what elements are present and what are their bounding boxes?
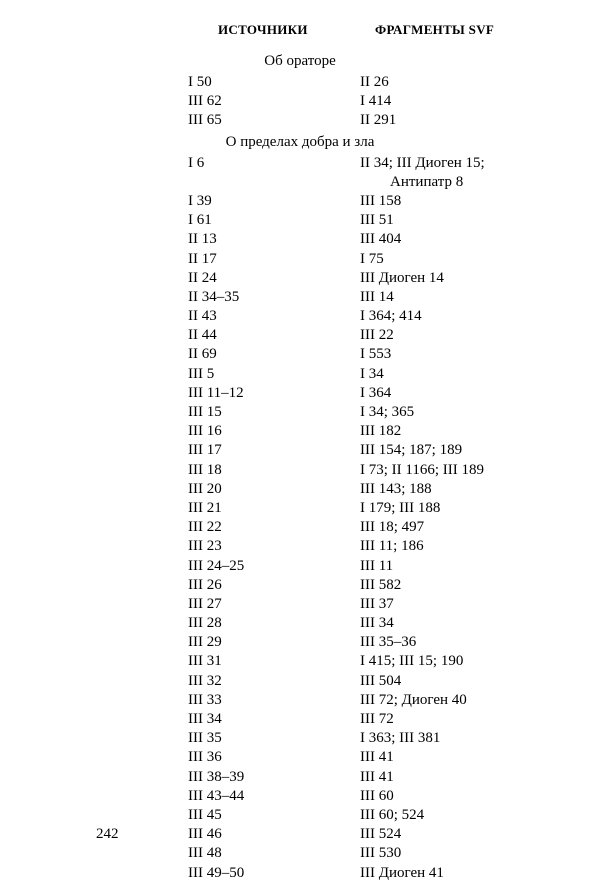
table-row bbox=[0, 652, 600, 671]
fragment-ref: III 72 bbox=[360, 711, 394, 727]
fragment-ref: I 414 bbox=[360, 93, 392, 110]
table-row bbox=[0, 825, 600, 844]
table-row bbox=[0, 326, 600, 345]
fragment-ref: III 34 bbox=[360, 615, 394, 632]
fragment-ref: III 582 bbox=[360, 576, 402, 593]
table-row bbox=[0, 595, 600, 614]
fragment-ref: I 553 bbox=[360, 346, 392, 363]
fragment-ref: I 179; III 188 bbox=[360, 499, 441, 516]
table-row bbox=[0, 403, 600, 422]
table-row bbox=[0, 211, 600, 230]
fragment-ref: III 37 bbox=[360, 595, 394, 612]
source-ref: III 18 bbox=[188, 461, 222, 478]
table-row bbox=[0, 111, 600, 130]
fragment-ref: III 143; 188 bbox=[360, 480, 432, 497]
source-ref: III 49–50 bbox=[188, 864, 245, 881]
fragment-ref: I 364 bbox=[360, 384, 392, 401]
table-row bbox=[0, 844, 600, 863]
source-ref: I 6 bbox=[188, 154, 205, 171]
fragment-ref: I 34; 365 bbox=[360, 404, 415, 420]
source-ref: I 61 bbox=[188, 212, 212, 229]
fragment-ref: III 182 bbox=[360, 423, 402, 440]
table-row bbox=[0, 614, 600, 633]
source-ref: III 32 bbox=[188, 672, 222, 689]
source-ref: II 17 bbox=[188, 250, 217, 267]
fragment-ref: III Диоген 14 bbox=[360, 269, 444, 286]
header-column-sources: ИСТОЧНИКИ bbox=[218, 22, 308, 37]
fragment-ref: III 11; 186 bbox=[360, 538, 424, 555]
table-row bbox=[0, 806, 600, 825]
source-ref: III 22 bbox=[188, 519, 222, 536]
fragment-ref: I 363; III 381 bbox=[360, 730, 441, 747]
table-row bbox=[0, 92, 600, 111]
table-row bbox=[0, 748, 600, 767]
source-ref: II 43 bbox=[188, 308, 217, 325]
table-row bbox=[0, 269, 600, 288]
fragment-ref: III 158 bbox=[360, 192, 402, 209]
section-heading bbox=[0, 52, 600, 70]
table-row bbox=[0, 154, 600, 173]
source-ref: III 43–44 bbox=[188, 787, 245, 804]
fragment-ref: II 291 bbox=[360, 112, 397, 129]
table-row bbox=[0, 250, 600, 269]
fragment-ref: III 72; Диоген 40 bbox=[360, 691, 467, 708]
source-ref: III 48 bbox=[188, 845, 222, 862]
table-row bbox=[0, 672, 600, 691]
section-title-text: Об ораторе bbox=[264, 53, 336, 69]
source-ref: II 24 bbox=[188, 269, 217, 286]
fragment-ref-continuation: Антипатр 8 bbox=[390, 173, 464, 190]
fragment-ref: III Диоген 41 bbox=[360, 864, 444, 881]
table-row bbox=[0, 345, 600, 364]
table-row bbox=[0, 729, 600, 748]
section-heading bbox=[0, 133, 600, 151]
source-ref: III 23 bbox=[188, 538, 222, 555]
fragment-ref: I 415; III 15; 190 bbox=[360, 653, 464, 670]
source-ref: III 15 bbox=[188, 404, 222, 420]
fragment-ref: III 154; 187; 189 bbox=[360, 442, 463, 459]
fragment-ref: III 60; 524 bbox=[360, 806, 425, 823]
source-ref: III 62 bbox=[188, 93, 222, 110]
fragment-ref: II 34; III Диоген 15; bbox=[360, 154, 485, 171]
fragment-ref: III 18; 497 bbox=[360, 519, 425, 536]
source-ref: I 50 bbox=[188, 74, 212, 90]
source-ref: III 20 bbox=[188, 480, 222, 497]
source-ref: II 13 bbox=[188, 231, 217, 248]
source-ref: III 28 bbox=[188, 615, 222, 632]
source-ref: III 27 bbox=[188, 595, 222, 612]
fragment-ref: I 34 bbox=[360, 365, 384, 382]
section-title-text: О пределах добра и зла bbox=[225, 133, 375, 150]
fragment-ref: I 364; 414 bbox=[360, 308, 422, 325]
fragment-ref: I 75 bbox=[360, 250, 384, 267]
source-ref: III 65 bbox=[188, 112, 222, 129]
fragment-ref: III 404 bbox=[360, 231, 402, 248]
source-ref: III 24–25 bbox=[188, 557, 245, 574]
fragment-ref: III 504 bbox=[360, 672, 402, 689]
source-ref: III 38–39 bbox=[188, 768, 245, 785]
fragment-ref: III 60 bbox=[360, 787, 394, 804]
table-row bbox=[0, 288, 600, 307]
table-row bbox=[0, 307, 600, 326]
source-ref: III 34 bbox=[188, 711, 222, 727]
source-ref: III 21 bbox=[188, 499, 222, 516]
table-row-continuation bbox=[0, 173, 600, 192]
source-ref: III 35 bbox=[188, 730, 222, 747]
fragment-ref: III 11 bbox=[360, 557, 394, 574]
table-row bbox=[0, 365, 600, 384]
source-ref: III 31 bbox=[188, 653, 222, 670]
table-row bbox=[0, 441, 600, 460]
table-row bbox=[0, 499, 600, 518]
table-row bbox=[0, 787, 600, 806]
fragment-ref: III 41 bbox=[360, 768, 394, 785]
source-ref: III 17 bbox=[188, 442, 222, 459]
source-ref: III 46 bbox=[188, 826, 222, 843]
source-ref: III 29 bbox=[188, 634, 222, 651]
table-row bbox=[0, 384, 600, 403]
table-row bbox=[0, 480, 600, 499]
fragment-ref: III 51 bbox=[360, 212, 394, 229]
source-ref: I 39 bbox=[188, 192, 212, 209]
fragment-ref: III 530 bbox=[360, 845, 402, 862]
table-row bbox=[0, 192, 600, 211]
source-ref: III 33 bbox=[188, 691, 222, 708]
table-row bbox=[0, 633, 600, 652]
fragment-ref: I 73; II 1166; III 189 bbox=[360, 461, 484, 478]
table-row bbox=[0, 768, 600, 787]
source-ref: III 5 bbox=[188, 365, 215, 382]
source-ref: III 11–12 bbox=[188, 384, 244, 401]
table-row bbox=[0, 557, 600, 576]
table-row bbox=[0, 864, 600, 883]
table-row bbox=[0, 422, 600, 441]
table-row bbox=[0, 710, 600, 729]
source-ref: II 69 bbox=[188, 346, 217, 363]
table-row bbox=[0, 461, 600, 480]
source-ref: II 44 bbox=[188, 327, 217, 344]
fragment-ref: III 14 bbox=[360, 288, 394, 305]
index-table bbox=[0, 52, 600, 883]
table-row bbox=[0, 537, 600, 556]
table-row bbox=[0, 691, 600, 710]
page-number: 242 bbox=[96, 826, 119, 842]
header-column-fragments: ФРАГМЕНТЫ SVF bbox=[375, 22, 495, 37]
fragment-ref: III 22 bbox=[360, 327, 394, 344]
source-ref: III 26 bbox=[188, 576, 222, 593]
fragment-ref: III 41 bbox=[360, 749, 394, 766]
source-ref: II 34–35 bbox=[188, 288, 240, 305]
fragment-ref: III 524 bbox=[360, 826, 402, 843]
table-row bbox=[0, 518, 600, 537]
source-ref: III 16 bbox=[188, 423, 222, 440]
fragment-ref: III 35–36 bbox=[360, 634, 417, 651]
source-ref: III 45 bbox=[188, 806, 222, 823]
table-row bbox=[0, 576, 600, 595]
source-ref: III 36 bbox=[188, 749, 222, 766]
table-row bbox=[0, 73, 600, 92]
fragment-ref: II 26 bbox=[360, 74, 389, 90]
table-row bbox=[0, 230, 600, 249]
